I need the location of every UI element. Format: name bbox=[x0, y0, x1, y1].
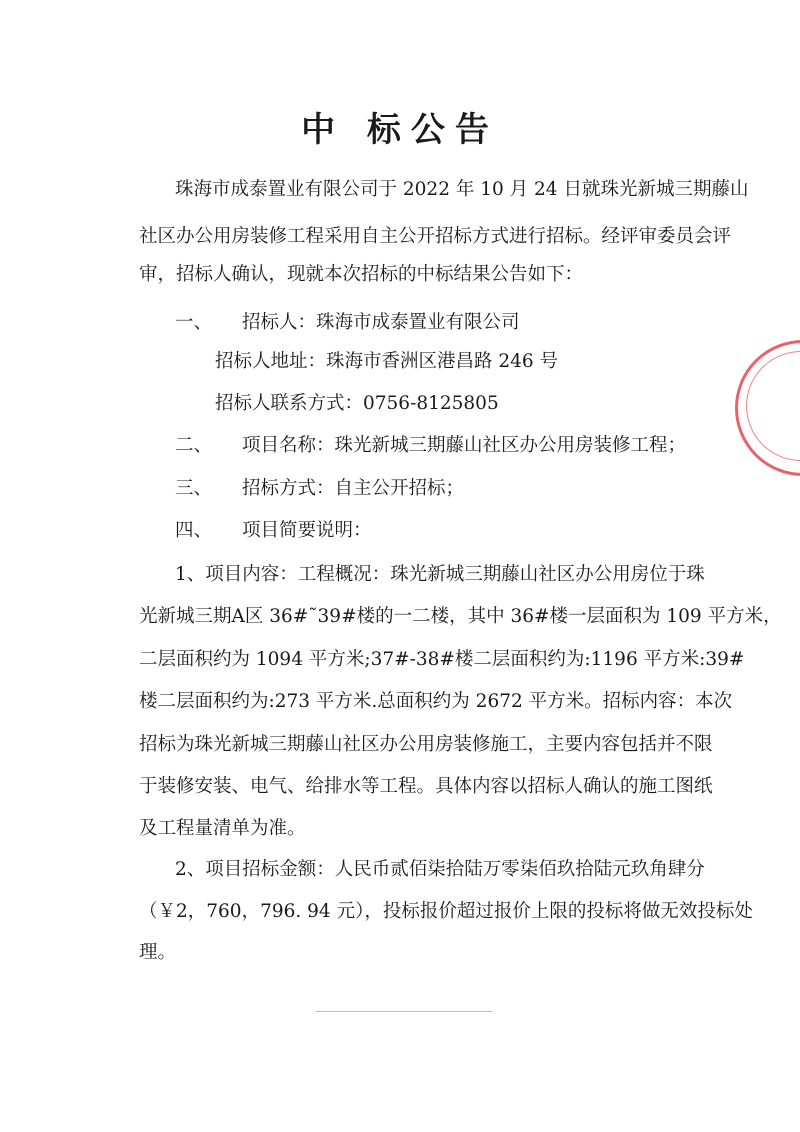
tenderer-contact: 招标人联系方式：0756-8125805 bbox=[215, 393, 499, 414]
item-1-line-7: 及工程量清单为准。 bbox=[139, 818, 306, 839]
section-3 bbox=[175, 477, 464, 501]
item-1-line-2: 光新城三期A区 36#˜39#楼的一二楼，其中 36#楼一层面积为 109 平方米， bbox=[139, 606, 782, 627]
company-seal-inner-ring bbox=[746, 351, 800, 461]
item-1-line-1: 1、项目内容：工程概况：珠光新城三期藤山社区办公用房位于珠 bbox=[175, 564, 705, 585]
section-2-text: 项目名称：珠光新城三期藤山社区办公用房装修工程； bbox=[242, 435, 687, 456]
page-title: 中 标公告 bbox=[301, 110, 499, 150]
item-2-line-3: 理。 bbox=[139, 942, 177, 963]
section-4-number: 四、 bbox=[175, 520, 213, 541]
section-2 bbox=[175, 434, 686, 458]
intro-line-1: 珠海市成泰置业有限公司于 2022 年 10 月 24 日就珠光新城三期藤山 bbox=[175, 179, 749, 200]
section-4 bbox=[175, 519, 372, 543]
item-2-line-1: 2、项目招标金额：人民币贰佰柒拾陆万零柒佰玖拾陆元玖角肆分 bbox=[175, 859, 705, 880]
section-3-number: 三、 bbox=[175, 478, 213, 499]
section-1-number: 一、 bbox=[175, 312, 213, 333]
item-1-line-5: 招标为珠光新城三期藤山社区办公用房装修施工，主要内容包括并不限 bbox=[139, 734, 713, 755]
company-seal bbox=[735, 340, 800, 476]
section-3-text: 招标方式：自主公开招标； bbox=[242, 478, 465, 499]
intro-line-2: 社区办公用房装修工程采用自主公开招标方式进行招标。经评审委员会评 bbox=[139, 226, 732, 247]
tenderer-address: 招标人地址：珠海市香洲区港昌路 246 号 bbox=[215, 351, 559, 372]
section-1-text: 招标人：珠海市成泰置业有限公司 bbox=[242, 312, 520, 333]
item-1-line-6: 于装修安装、电气、给排水等工程。具体内容以招标人确认的施工图纸 bbox=[139, 776, 713, 797]
intro-line-3: 审，招标人确认，现就本次招标的中标结果公告如下： bbox=[139, 264, 584, 285]
item-1-line-3: 二层面积约为 1094 平方米;37#-38#楼二层面积约为:1196 平方米:39# bbox=[139, 649, 745, 670]
section-2-number: 二、 bbox=[175, 435, 213, 456]
item-1-line-4: 楼二层面积约为:273 平方米.总面积约为 2672 平方米。招标内容：本次 bbox=[139, 691, 733, 712]
section-4-text: 项目简要说明： bbox=[242, 520, 372, 541]
section-1 bbox=[175, 311, 520, 335]
item-2-line-2: （￥2，760，796. 94 元），投标报价超过报价上限的投标将做无效投标处 bbox=[139, 901, 753, 922]
footer-divider bbox=[316, 1011, 492, 1012]
